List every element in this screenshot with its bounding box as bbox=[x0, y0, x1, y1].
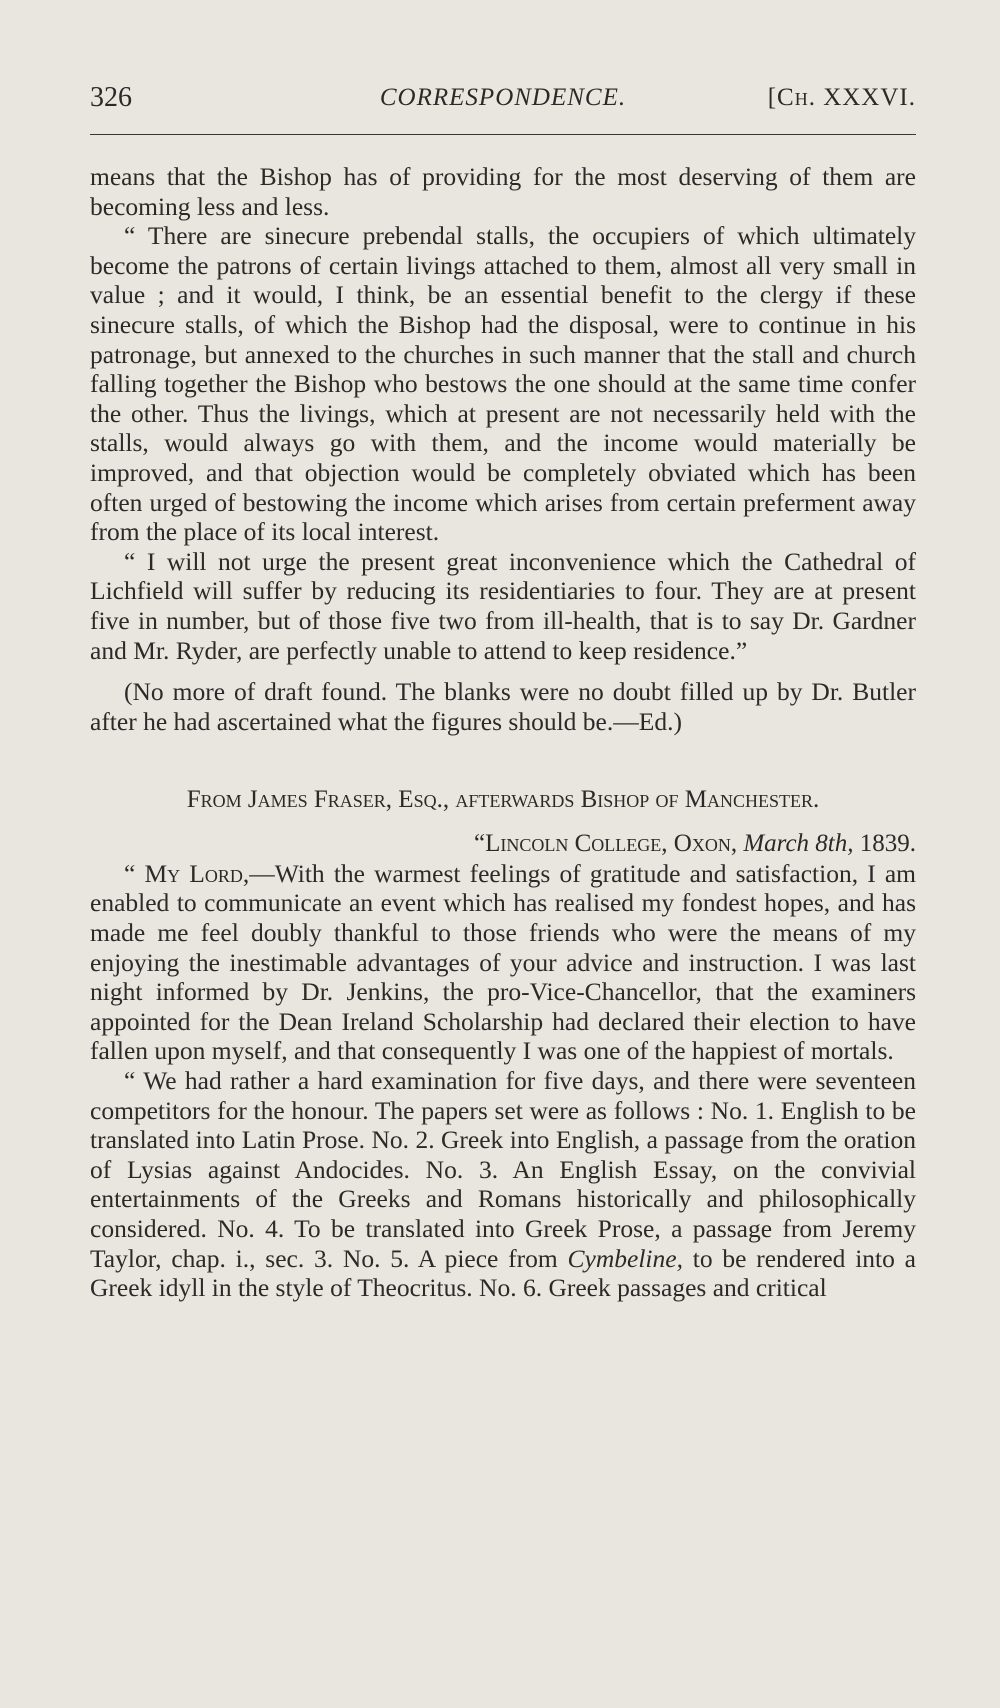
paragraph-sinecure-stalls: “ There are sinecure prebendal stalls, the occupiers of which ultimately become the patrons of certain livings attached to them, almost all very small in value ; and it would, I think, be an essential benefit to the clergy if these sinecure stalls, of which the Bishop had the disposal, were to continue in his patronage, but annexed to the churches in such manner that the stall and church falling together the Bishop who bestows the one should at the same time confer the other. Thus the livings, which at present are not necessarily held with the stalls, would always go with them, and the income would materially be improved, and that objection would be completely obviated which has been often urged of bestowing the income which arises from certain preferment away from the place of its local interest. bbox=[90, 221, 916, 547]
letter-paragraph-2-end: to be rendered into a Greek idyll in the style of Theocritus. No. 6. Greek passages and critical bbox=[90, 1243, 917, 1303]
letter-paragraph-2-start: “ We had rather a hard examination for five days, and there were seventeen competitors for the honour. The papers set were as follows : No. 1. English to be translated into Latin Prose. No. 2. Greek into English, a passage from the oration of Lysias against Andocides. No. 3. An English Essay, on the convivial entertainments of the Greeks and Romans historically and philosophically considered. No. 4. To be translated into Greek Prose, a passage from Jeremy Taylor, chap. i., sec. 3. No. 5. A piece from bbox=[90, 1066, 916, 1273]
letter-heading: From James Fraser, Esq., afterwards Bishop of Manchester. bbox=[186, 786, 820, 814]
letter-dateline bbox=[90, 829, 916, 859]
paragraph-continuation: means that the Bishop has of providing for the most deserving of them are becoming less and less. bbox=[90, 162, 916, 221]
letter-paragraph-1 bbox=[90, 859, 916, 1066]
salutation: “ My Lord, bbox=[124, 858, 250, 888]
paragraph-lichfield: “ I will not urge the present great inconvenience which the Cathedral of Lichfield will suffer by reducing its residentiaries to four. They are at present five in number, but of those five two from ill-health, that is to say Dr. Gardner and Mr. Ryder, are perfectly unable to attend to keep residence.” bbox=[90, 546, 916, 665]
dateline-year: 1839. bbox=[853, 830, 916, 858]
letter-paragraph-2 bbox=[90, 1066, 916, 1303]
page-number: 326 bbox=[90, 82, 132, 113]
cymbeline-title: Cymbeline, bbox=[567, 1243, 683, 1273]
body-text bbox=[90, 162, 916, 1303]
header-rule bbox=[90, 134, 916, 135]
editor-note: (No more of draft found. The blanks were no doubt filled up by Dr. Butler after he had ascertained what the figures should be.—Ed.) bbox=[90, 677, 916, 736]
dateline-date: March 8th, bbox=[743, 830, 854, 858]
dateline-place: “Lincoln College, Oxon, bbox=[474, 830, 744, 858]
running-title: CORRESPONDENCE. bbox=[379, 84, 627, 111]
page-header bbox=[90, 82, 916, 122]
chapter-label: [Ch. XXXVI. bbox=[767, 84, 916, 111]
letter-paragraph-1-text: —With the warmest feelings of gratitude and satisfaction, I am enabled to communicate an event which has realised my fondest hopes, and has made me feel doubly thankful to those friends who were the means of my enjoying the inestimable advantages of your advice and instruction. I was last night informed by Dr. Jenkins, the pro-Vice-Chancellor, that the examiners appointed for the Dean Ireland Scholarship had declared their election to have fallen upon myself, and that consequently I was one of the happiest of mortals. bbox=[90, 858, 916, 1066]
